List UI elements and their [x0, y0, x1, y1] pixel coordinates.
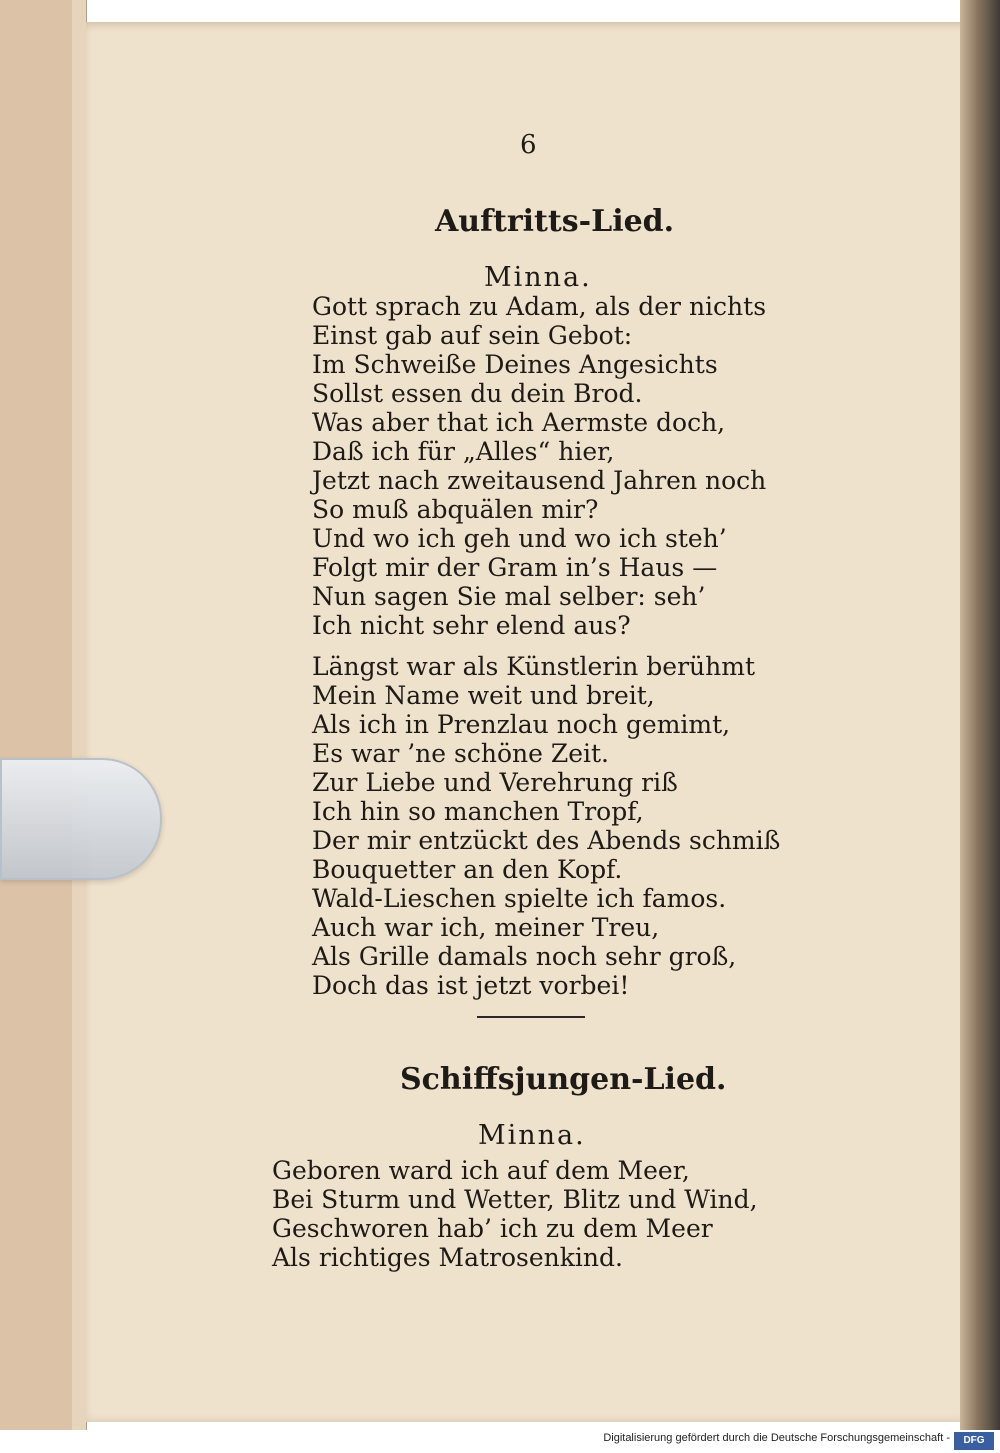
verse-line: Nun sagen Sie mal selber: seh’ [312, 582, 706, 611]
verse-line: Einst gab auf sein Gebot: [312, 321, 633, 350]
verse-line: Daß ich für „Alles“ hier, [312, 437, 615, 466]
verse-line: Gott sprach zu Adam, als der nichts [312, 292, 767, 321]
verse-line: Mein Name weit und breit, [312, 681, 655, 710]
book-spine [960, 0, 1000, 1430]
verse-line: Längst war als Künstlerin berühmt [312, 652, 756, 681]
verse-line: Als richtiges Matrosenkind. [272, 1243, 623, 1272]
verse-line: Jetzt nach zweitausend Jahren noch [312, 466, 767, 495]
verse-line: Ich hin so manchen Tropf, [312, 797, 644, 826]
verse-line: Folgt mir der Gram in’s Haus — [312, 553, 718, 582]
section-title-schiffsjungen-lied: Schiffsjungen-Lied. [400, 1062, 727, 1097]
funding-notice: Digitalisierung gefördert durch die Deutsche Forschungsgemeinschaft - [603, 1432, 950, 1444]
verse-line: Wald-Lieschen spielte ich famos. [312, 884, 727, 913]
verse-line: Geschworen hab’ ich zu dem Meer [272, 1214, 713, 1243]
dfg-logo: DFG [954, 1432, 994, 1450]
verse-line: So muß abquälen mir? [312, 495, 599, 524]
section-speaker: Minna. [478, 1120, 586, 1151]
verse-line: Als Grille damals noch sehr groß, [312, 942, 737, 971]
section-title-auftritts-lied: Auftritts-Lied. [435, 204, 675, 239]
verse-line: Als ich in Prenzlau noch gemimt, [312, 710, 731, 739]
verse-line: Es war ’ne schöne Zeit. [312, 739, 609, 768]
verse-line: Bouquetter an den Kopf. [312, 855, 623, 884]
verse-line: Und wo ich geh und wo ich steh’ [312, 524, 727, 553]
verse-line: Auch war ich, meiner Treu, [312, 913, 660, 942]
page-clip [0, 758, 162, 880]
verse-line: Doch das ist jetzt vorbei! [312, 971, 630, 1000]
verse-line: Sollst essen du dein Brod. [312, 379, 643, 408]
verse-line: Im Schweiße Deines Angesichts [312, 350, 718, 379]
verse-line: Bei Sturm und Wetter, Blitz und Wind, [272, 1185, 758, 1214]
verse-line: Was aber that ich Aermste doch, [312, 408, 726, 437]
page-number: 6 [520, 130, 537, 160]
section-divider [477, 1016, 585, 1018]
verse-line: Geboren ward ich auf dem Meer, [272, 1156, 690, 1185]
verse-line: Der mir entzückt des Abends schmiß [312, 826, 781, 855]
verse-line: Zur Liebe und Verehrung riß [312, 768, 678, 797]
verse-line: Ich nicht sehr elend aus? [312, 611, 631, 640]
cover-edge [72, 0, 87, 1430]
section-speaker: Minna. [484, 262, 592, 293]
